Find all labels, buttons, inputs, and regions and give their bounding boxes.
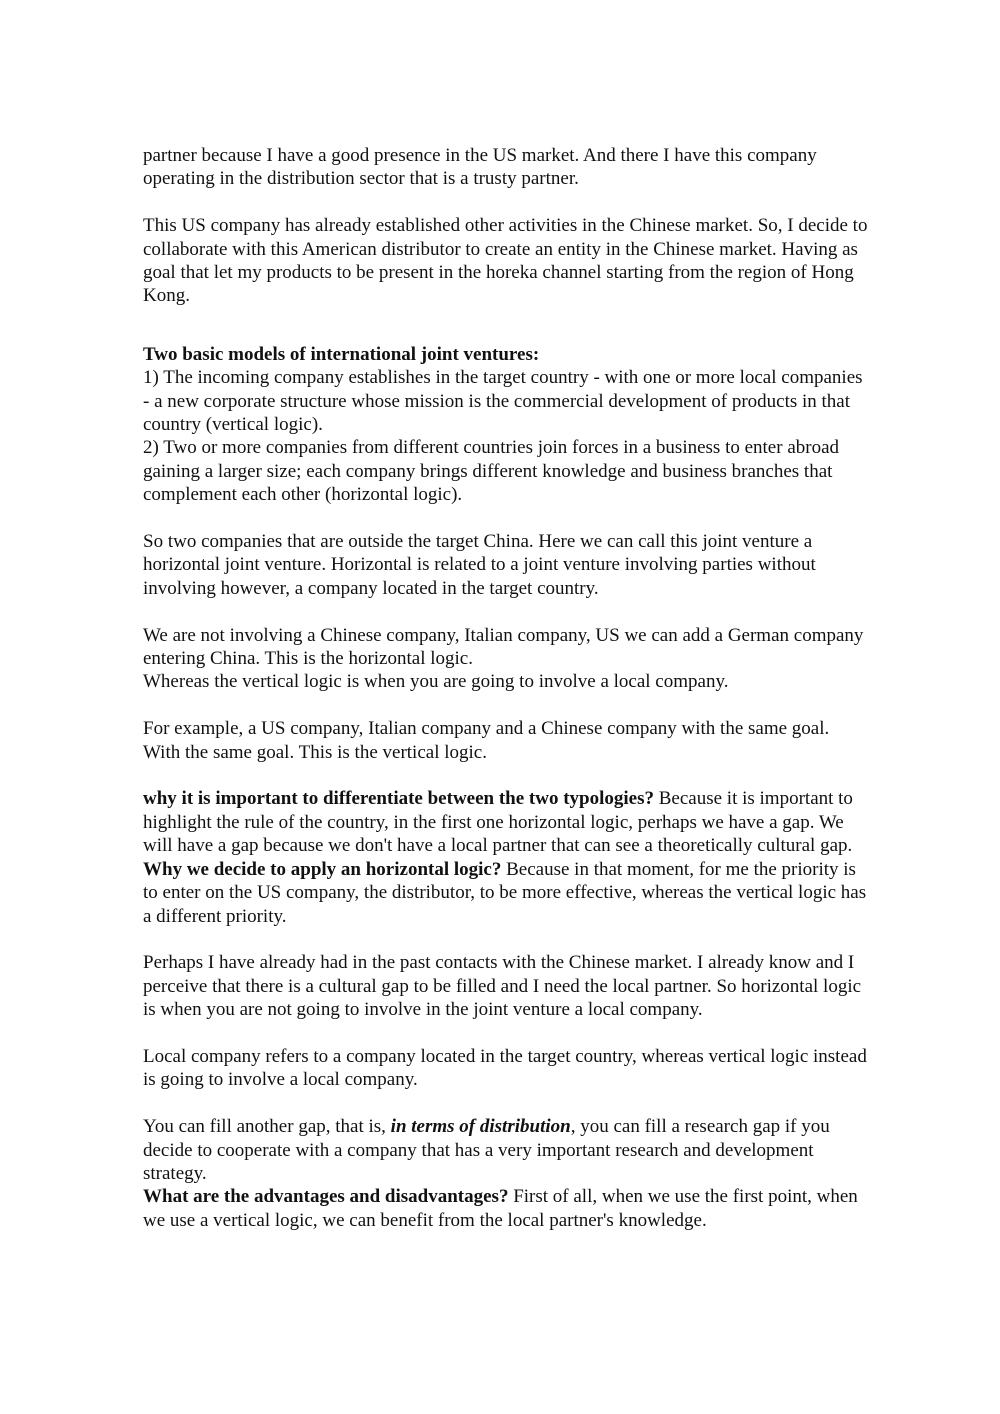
paragraph-vertical-definition: Whereas the vertical logic is when you are going to involve a local company. [143,671,729,693]
spacer [143,191,870,214]
paragraph-cultural-gap: Perhaps I have already had in the past contacts with the Chinese market. I already know and I perceive that there is a cultural gap to be filled and I need the local partner. So horizontal logic is when you are not going to involve in the joint venture a local company. [143,952,862,1021]
paragraph-vertical-example: For example, a US company, Italian company and a Chinese company with the same goal. With the same goal. This is the vertical logic. [143,718,830,763]
paragraph-horizontal-example: We are not involving a Chinese company, Italian company, US we can add a German company entering China. This is the horizontal logic. [143,624,864,670]
paragraph-research-gap [143,1115,870,1185]
text-horizontal-logic: Because in that moment, for me the priority is to enter on the US company, the distributor, to be more effective, whereas the vertical logic has a different priority. [143,858,867,927]
spacer [143,507,870,530]
list-item-model-2: 2) Two or more companies from different countries join forces in a business to enter abroad gaining a larger size; each company brings different knowledge and business branches that complement each other (horizontal logic). [143,437,840,506]
spacer [143,928,870,951]
text-typologies: Because it is important to highlight the rule of the country, in the first one horizontal logic, perhaps we have a gap. We will have a gap because we don't have a local partner that can see a theoretically cultural gap. [143,788,853,857]
paragraph-advantages [143,1185,870,1232]
emphasis-distribution: in terms of distribution [390,1116,571,1138]
spacer [143,1022,870,1045]
question-horizontal-logic: Why we decide to apply an horizontal logic? [143,858,502,880]
spacer [143,694,870,717]
spacer [143,1092,870,1115]
question-advantages: What are the advantages and disadvantages? [143,1186,509,1208]
list-item-model-1: 1) The incoming company establishes in the target country - with one or more local companies - a new corporate structure whose mission is the commercial development of products in that country (vertical logic). [143,367,863,436]
text-research-gap-1: You can fill another gap, that is, [143,1116,391,1138]
paragraph-us-company: This US company has already established other activities in the Chinese market. So, I decide to collaborate with this American distributor to create an entity in the Chinese market. Having as goal that let my products to be present in the horeka channel starting from the region of Hong Kong. [143,215,868,307]
paragraph-typologies [143,787,870,927]
text-research-gap-2: , you can fill a research gap if you decide to cooperate with a company that has a very important research and development strategy. [143,1116,830,1184]
spacer [143,600,870,623]
text-advantages: First of all, when we use the first point, when we use a vertical logic, we can benefit from the local partner's knowledge. [143,1186,858,1231]
heading-text: Two basic models of international joint ventures: [143,343,540,365]
question-typologies: why it is important to differentiate between the two typologies? [143,788,654,810]
spacer [143,764,870,787]
spacer [143,308,870,343]
heading-joint-venture-models [143,343,870,366]
paragraph-horizontal-jv: So two companies that are outside the target China. Here we can call this joint venture a horizontal joint venture. Horizontal is related to a joint venture involving parties without involving however, a company located in the target country. [143,531,816,599]
paragraph-partner: partner because I have a good presence in the US market. And there I have this company operating in the distribution sector that is a trusty partner. [143,145,817,190]
paragraph-local-company: Local company refers to a company located in the target country, whereas vertical logic instead is going to involve a local company. [143,1045,867,1091]
